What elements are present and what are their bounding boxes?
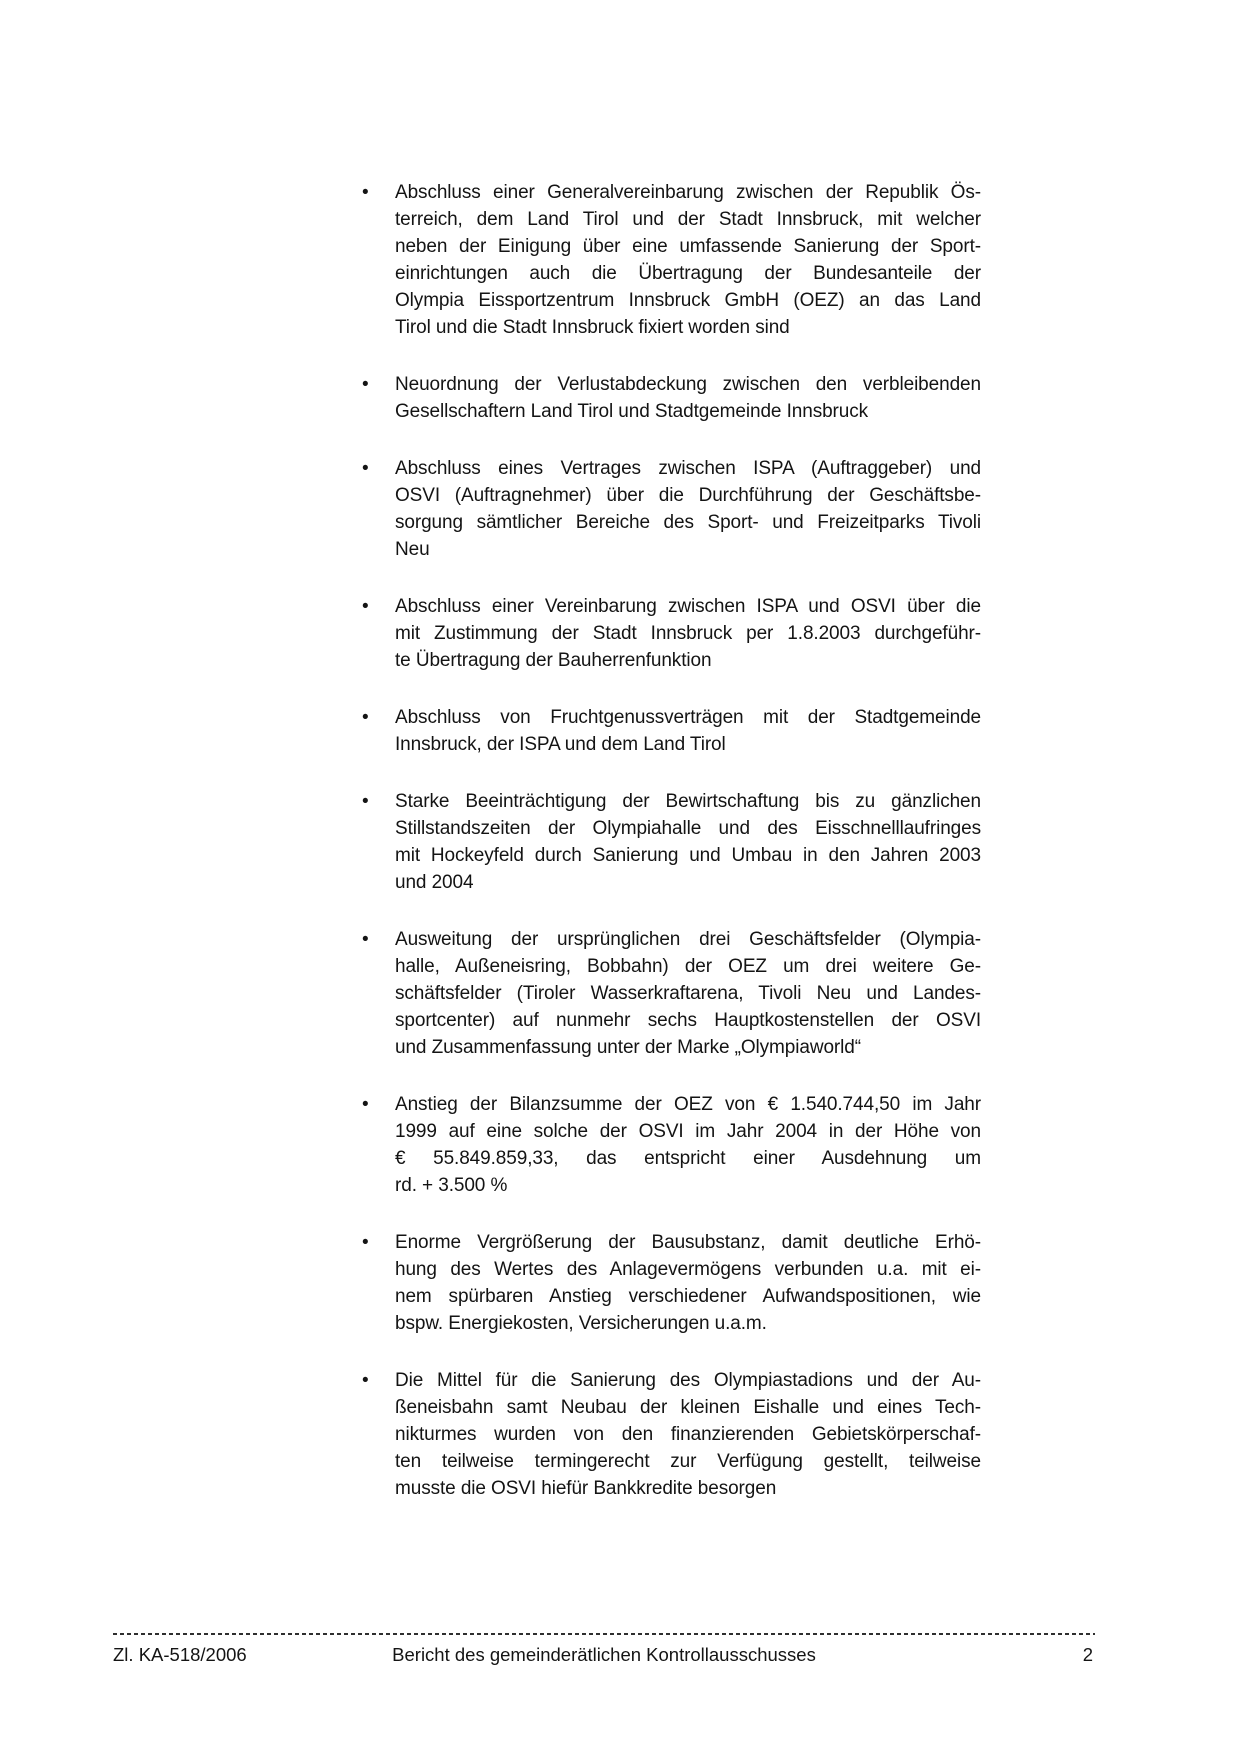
text-line: Die Mittel für die Sanierung des Olympiastadions und der Au-	[395, 1370, 981, 1391]
text-line: Gesellschaftern Land Tirol und Stadtgemeinde Innsbruck	[395, 401, 869, 422]
text-line: Starke Beeinträchtigung der Bewirtschaftung bis zu gänzlichen	[395, 791, 981, 812]
bullet-text	[395, 455, 981, 563]
page-footer	[113, 1633, 1095, 1666]
text-line: bspw. Energiekosten, Versicherungen u.a.m.	[395, 1313, 767, 1334]
list-item	[359, 704, 981, 758]
text-line: ßeneisbahn samt Neubau der kleinen Eishalle und eines Tech-	[395, 1397, 981, 1418]
text-line: terreich, dem Land Tirol und der Stadt Innsbruck, mit welcher	[395, 209, 981, 230]
text-line: 1999 auf eine solche der OSVI im Jahr 2004 in der Höhe von	[395, 1121, 981, 1142]
bullet-text	[395, 1229, 981, 1337]
text-line: musste die OSVI hiefür Bankkredite besorgen	[395, 1478, 777, 1499]
list-item	[359, 371, 981, 425]
list-item	[359, 1229, 981, 1337]
text-line: Abschluss von Fruchtgenussverträgen mit der Stadtgemeinde	[395, 707, 981, 728]
bullet-text	[395, 593, 981, 674]
text-line: hung des Wertes des Anlagevermögens verbunden u.a. mit ei-	[395, 1259, 981, 1280]
bullet-icon: •	[362, 1094, 369, 1115]
bullet-icon: •	[362, 374, 369, 395]
text-line: neben der Einigung über eine umfassende Sanierung der Sport-	[395, 236, 981, 257]
text-line: Olympia Eissportzentrum Innsbruck GmbH (OEZ) an das Land	[395, 290, 981, 311]
bullet-text	[395, 926, 981, 1061]
bullet-text	[395, 179, 981, 341]
bullet-list	[359, 179, 981, 1532]
text-line: schäftsfelder (Tiroler Wasserkraftarena, Tivoli Neu und Landes-	[395, 983, 981, 1004]
text-line: nem spürbaren Anstieg verschiedener Aufwandspositionen, wie	[395, 1286, 981, 1307]
list-item	[359, 1367, 981, 1502]
bullet-text	[395, 371, 981, 425]
text-line: und Zusammenfassung unter der Marke „Olympiaworld“	[395, 1037, 861, 1058]
text-line: ten teilweise termingerecht zur Verfügung gestellt, teilweise	[395, 1451, 981, 1472]
text-line: Ausweitung der ursprünglichen drei Geschäftsfelder (Olympia-	[395, 929, 981, 950]
footer-divider	[113, 1633, 1095, 1635]
bullet-icon: •	[362, 791, 369, 812]
bullet-icon: •	[362, 1370, 369, 1391]
footer-page-number: 2	[1082, 1643, 1093, 1665]
text-line: mit Zustimmung der Stadt Innsbruck per 1.8.2003 durchgeführ-	[395, 623, 981, 644]
list-item	[359, 1091, 981, 1199]
bullet-text	[395, 704, 981, 758]
text-line: OSVI (Auftragnehmer) über die Durchführung der Geschäftsbe-	[395, 485, 981, 506]
bullet-icon: •	[362, 458, 369, 479]
text-line: sorgung sämtlicher Bereiche des Sport- und Freizeitparks Tivoli	[395, 512, 981, 533]
text-line: und 2004	[395, 872, 474, 893]
list-item	[359, 455, 981, 563]
text-line: Enorme Vergrößerung der Bausubstanz, damit deutliche Erhö-	[395, 1232, 981, 1253]
text-line: Abschluss eines Vertrages zwischen ISPA (Auftraggeber) und	[395, 458, 981, 479]
bullet-text	[395, 1091, 981, 1199]
text-line: Abschluss einer Generalvereinbarung zwischen der Republik Ös-	[395, 182, 981, 203]
list-item	[359, 593, 981, 674]
bullet-icon: •	[362, 182, 369, 203]
text-line: € 55.849.859,33, das entspricht einer Ausdehnung um	[395, 1148, 981, 1169]
text-line: Neuordnung der Verlustabdeckung zwischen den verbleibenden	[395, 374, 981, 395]
bullet-icon: •	[362, 707, 369, 728]
footer-row	[113, 1644, 1095, 1666]
list-item	[359, 788, 981, 896]
text-line: Anstieg der Bilanzsumme der OEZ von € 1.540.744,50 im Jahr	[395, 1094, 981, 1115]
text-line: Stillstandszeiten der Olympiahalle und des Eisschnelllaufringes	[395, 818, 981, 839]
text-line: einrichtungen auch die Übertragung der Bundesanteile der	[395, 263, 981, 284]
text-line: Innsbruck, der ISPA und dem Land Tirol	[395, 734, 726, 755]
bullet-icon: •	[362, 596, 369, 617]
text-line: sportcenter) auf nunmehr sechs Hauptkostenstellen der OSVI	[395, 1010, 981, 1031]
text-line: Neu	[395, 539, 430, 560]
bullet-icon: •	[362, 929, 369, 950]
footer-title: Bericht des gemeinderätlichen Kontrollausschusses	[392, 1643, 816, 1665]
bullet-text	[395, 788, 981, 896]
bullet-text	[395, 1367, 981, 1502]
text-line: nikturmes wurden von den finanzierenden Gebietskörperschaf-	[395, 1424, 981, 1445]
text-line: Tirol und die Stadt Innsbruck fixiert worden sind	[395, 317, 790, 338]
text-line: te Übertragung der Bauherrenfunktion	[395, 650, 712, 671]
text-line: mit Hockeyfeld durch Sanierung und Umbau in den Jahren 2003	[395, 845, 981, 866]
list-item	[359, 926, 981, 1061]
footer-reference: Zl. KA-518/2006	[113, 1643, 247, 1665]
text-line: rd. + 3.500 %	[395, 1175, 508, 1196]
text-line: Abschluss einer Vereinbarung zwischen ISPA und OSVI über die	[395, 596, 981, 617]
bullet-icon: •	[362, 1232, 369, 1253]
list-item	[359, 179, 981, 341]
text-line: halle, Außeneisring, Bobbahn) der OEZ um drei weitere Ge-	[395, 956, 981, 977]
